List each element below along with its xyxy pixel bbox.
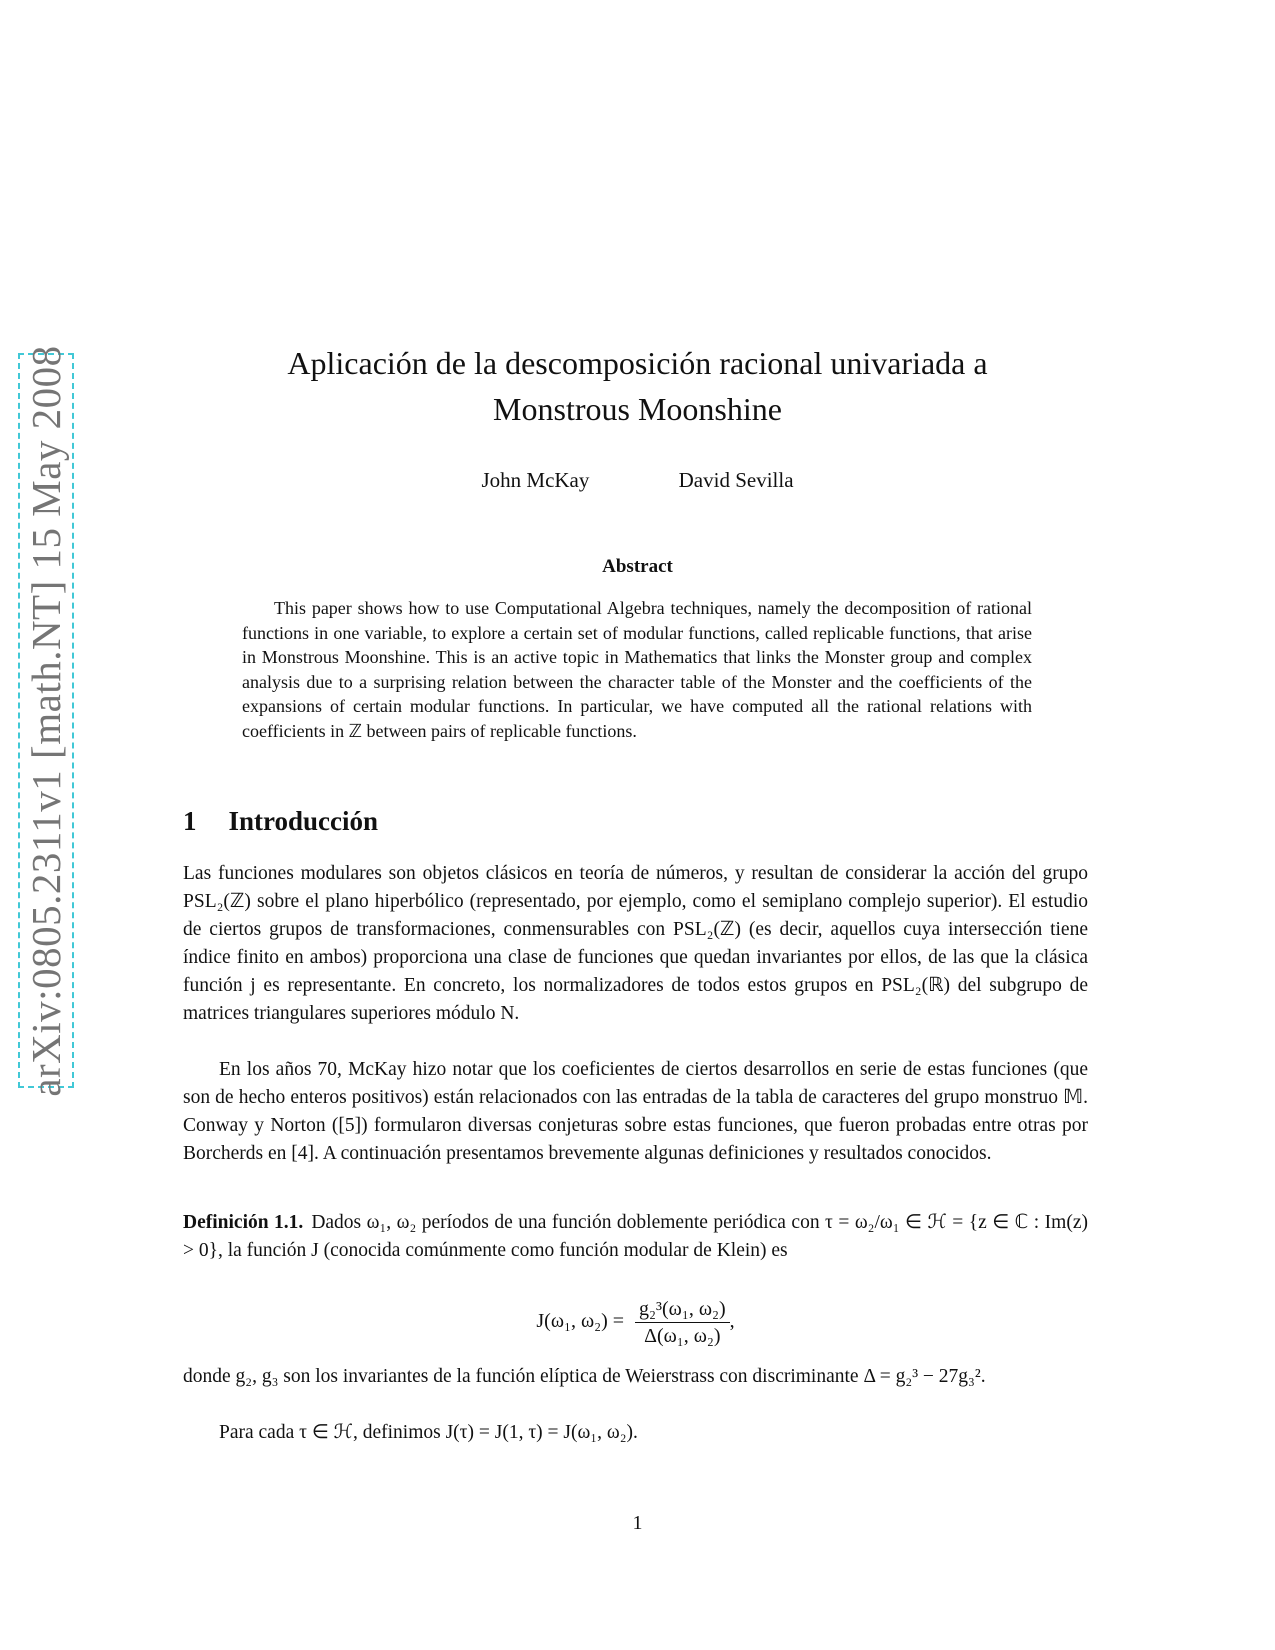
intro-paragraph-2: En los años 70, McKay hizo notar que los coeficientes de ciertos desarrollos en serie de estas funciones (que son de hecho enteros positivos) están relacionados con las entradas de la tabla de caracteres del grupo monstruo 𝕄. Conway y Norton ([5]) formularon diversas conjeturas sobre estas funciones, que fueron probadas entre otras por Borcherds en [4]. A continuación presentamos brevemente algunas definiciones y resultados conocidos. — [183, 1059, 1088, 1164]
equation-trail: , — [729, 1310, 735, 1333]
page-number: 1 — [632, 1512, 643, 1534]
equation-numerator: g₂³(ω₁, ω₂) — [635, 1296, 730, 1323]
arxiv-stamp-text: arXiv:0805.2311v1 [math.NT] 15 May 2008 — [23, 344, 69, 1097]
equation-lhs: J(ω₁, ω₂) = — [536, 1310, 625, 1333]
definition-text: Dados ω₁, ω₂ períodos de una función doblemente periódica con τ = ω₂/ω₁ ∈ ℋ = {z ∈ ℂ : Im(z) > 0}, la función J (conocida comúnmente como función modular de Klein) es — [183, 1212, 1088, 1261]
equation-denominator: Δ(ω₁, ω₂) — [644, 1325, 721, 1347]
klein-j-equation — [183, 1296, 1088, 1349]
abstract-text: This paper shows how to use Computational Algebra techniques, namely the decomposition of rational functions in one variable, to explore a certain set of modular functions, called replicable functions, that arise in Monstrous Moonshine. This is an active topic in Mathematics that links the Monster group and complex analysis due to a surprising relation between the character table of the Monster and the coefficients of the expansions of certain modular functions. In particular, we have computed all the rational relations with coefficients in ℤ between pairs of replicable functions. — [242, 598, 1032, 741]
section-number: 1 — [183, 806, 197, 836]
arxiv-stamp[interactable] — [18, 344, 74, 1097]
abstract-heading: Abstract — [602, 556, 673, 577]
author-2: David Sevilla — [678, 468, 794, 492]
intro-paragraph-1: Las funciones modulares son objetos clásicos en teoría de números, y resultan de considerar la acción del grupo PSL₂(ℤ) sobre el plano hiperbólico (representado, por ejemplo, como el semiplano complejo superior). El estudio de ciertos grupos de transformaciones, conmensurables con PSL₂(ℤ) (es decir, aquellos cuya intersección tiene índice finito en ambos) proporciona una clase de funciones que quedan invariantes por ellos, de las que la clásica función j es representante. En concreto, los normalizadores de todos estos grupos en PSL₂(ℝ) del subgrupo de matrices triangulares superiores módulo N. — [183, 863, 1088, 1024]
title-line-1: Aplicación de la descomposición racional univariada a — [287, 345, 988, 381]
section-heading — [183, 806, 378, 837]
section-title: Introducción — [228, 806, 379, 836]
author-list — [180, 468, 1095, 493]
definition-block — [183, 1209, 1088, 1265]
definition-label: Definición 1.1. — [183, 1212, 304, 1233]
discriminant-paragraph: donde g₂, g₃ son los invariantes de la función elíptica de Weierstrass con discriminante Δ = g₂³ − 27g₃². — [183, 1366, 986, 1387]
j-tau-paragraph: Para cada τ ∈ ℋ, definimos J(τ) = J(1, τ) = J(ω₁, ω₂). — [219, 1422, 638, 1443]
title-line-2: Monstrous Moonshine — [493, 391, 782, 427]
author-1: John McKay — [481, 468, 590, 492]
equation-fraction — [635, 1296, 730, 1349]
paper-title — [180, 340, 1095, 432]
